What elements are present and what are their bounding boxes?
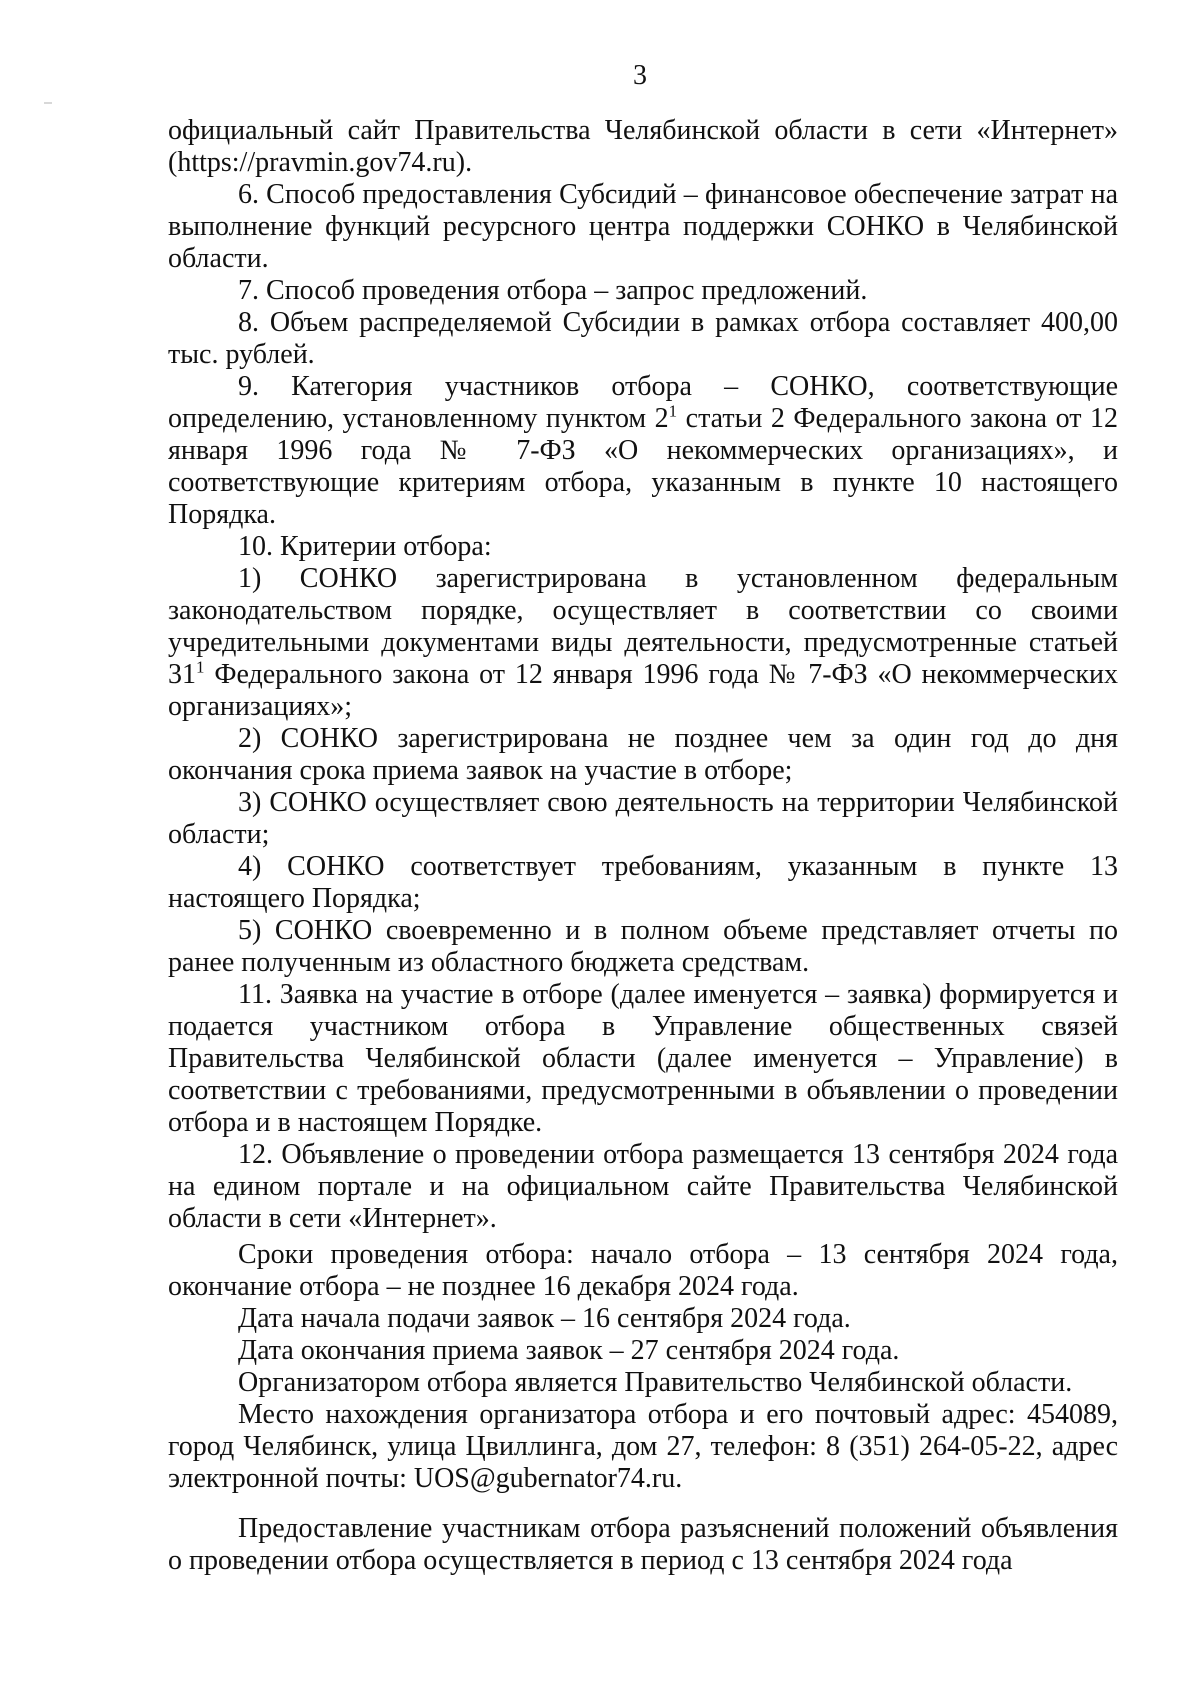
paragraph-continuation xyxy=(168,115,1118,179)
paragraph-text: 4) СОНКО соответствует требованиям, указанным в пункте 13 настоящего Порядка; xyxy=(168,851,1118,914)
paragraph-subitem-10-5 xyxy=(168,915,1118,979)
paragraph-text: 6. Способ предоставления Субсидий – финансовое обеспечение затрат на выполнение функций ресурсного центра поддержки СОНКО в Челябинской области. xyxy=(168,179,1118,274)
paragraph-selection-terms xyxy=(168,1239,1118,1303)
paragraph-text: 10. Критерии отбора: xyxy=(238,531,492,562)
paragraph-item-7 xyxy=(168,275,1118,307)
paragraph-text: Дата начала подачи заявок – 16 сентября 2024 года. xyxy=(238,1303,851,1334)
superscript-number: 1 xyxy=(196,657,205,677)
paragraph-text: 5) СОНКО своевременно и в полном объеме представляет отчеты по ранее полученным из областного бюджета средствам. xyxy=(168,915,1118,978)
paragraph-text: официальный сайт Правительства Челябинской области в сети «Интернет» (https://pravmin.gov74.ru). xyxy=(168,115,1118,178)
paragraph-item-10 xyxy=(168,531,1118,563)
paragraph-text: 12. Объявление о проведении отбора размещается 13 сентября 2024 года на едином портале и на официальном сайте Правительства Челябинской области в сети «Интернет». xyxy=(168,1139,1118,1234)
paragraph-text: Место нахождения организатора отбора и его почтовый адрес: 454089, город Челябинск, улица Цвиллинга, дом 27, телефон: 8 (351) 264-05-22, адрес электронной почты: UOS@gubernator74.ru. xyxy=(168,1399,1118,1494)
paragraph-text: Сроки проведения отбора: начало отбора – 13 сентября 2024 года, окончание отбора – не позднее 16 декабря 2024 года. xyxy=(168,1239,1118,1302)
paragraph-text: 11. Заявка на участие в отборе (далее именуется – заявка) формируется и подается участником отбора в Управление общественных связей Правительства Челябинской области (далее именуется – Управление) в соответствии с требованиями, предусмотренными в объявлении о проведении отбора и в настоящем Порядке. xyxy=(168,979,1118,1138)
paragraph-text: Дата окончания приема заявок – 27 сентября 2024 года. xyxy=(238,1335,900,1366)
page-number: 3 xyxy=(633,60,647,91)
paragraph-application-end xyxy=(168,1335,1118,1367)
paragraph-item-6 xyxy=(168,179,1118,275)
paragraph-text: 9. Категория участников отбора – СОНКО, соответствующие определению, установленному пунктом 2 xyxy=(168,371,1118,434)
superscript-number: 1 xyxy=(668,401,678,421)
paragraph-item-11 xyxy=(168,979,1118,1139)
paragraph-subitem-10-3 xyxy=(168,787,1118,851)
paragraph-text: 7. Способ проведения отбора – запрос предложений. xyxy=(238,275,868,306)
paragraph-organizer-address xyxy=(168,1399,1118,1495)
paragraph-subitem-10-1 xyxy=(168,563,1118,723)
paragraph-subitem-10-2 xyxy=(168,723,1118,787)
paragraph-text: 1) СОНКО зарегистрирована в установленном федеральным законодательством порядке, осуществляет в соответствии со своими учредительными документами виды деятельности, предусмотренные статьей 31 xyxy=(168,563,1118,690)
paragraph-subitem-10-4 xyxy=(168,851,1118,915)
scan-mark xyxy=(44,102,52,104)
paragraph-text: 2) СОНКО зарегистрирована не позднее чем за один год до дня окончания срока приема заявок на участие в отборе; xyxy=(168,723,1118,786)
paragraph-application-start xyxy=(168,1303,1118,1335)
paragraph-explanations xyxy=(168,1513,1118,1577)
paragraph-text: 8. Объем распределяемой Субсидии в рамках отбора составляет 400,00 тыс. рублей. xyxy=(168,307,1118,370)
paragraph-organizer xyxy=(168,1367,1118,1399)
paragraph-text: 3) СОНКО осуществляет свою деятельность на территории Челябинской области; xyxy=(168,787,1118,850)
paragraph-text: Предоставление участникам отбора разъяснений положений объявления о проведении отбора осуществляется в период с 13 сентября 2024 года xyxy=(168,1513,1118,1576)
paragraph-text: Организатором отбора является Правительство Челябинской области. xyxy=(238,1367,1073,1398)
paragraph-item-9 xyxy=(168,371,1118,531)
paragraph-text: Федерального закона от 12 января 1996 года № 7-ФЗ «О некоммерческих организациях»; xyxy=(168,659,1118,722)
paragraph-item-8 xyxy=(168,307,1118,371)
document-body xyxy=(168,115,1118,1577)
paragraph-item-12 xyxy=(168,1139,1118,1235)
paragraph-text: статьи 2 Федерального закона от 12 января 1996 года № 7-ФЗ «О некоммерческих организациях», и соответствующие критериям отбора, указанным в пункте 10 настоящего Порядка. xyxy=(168,403,1118,530)
